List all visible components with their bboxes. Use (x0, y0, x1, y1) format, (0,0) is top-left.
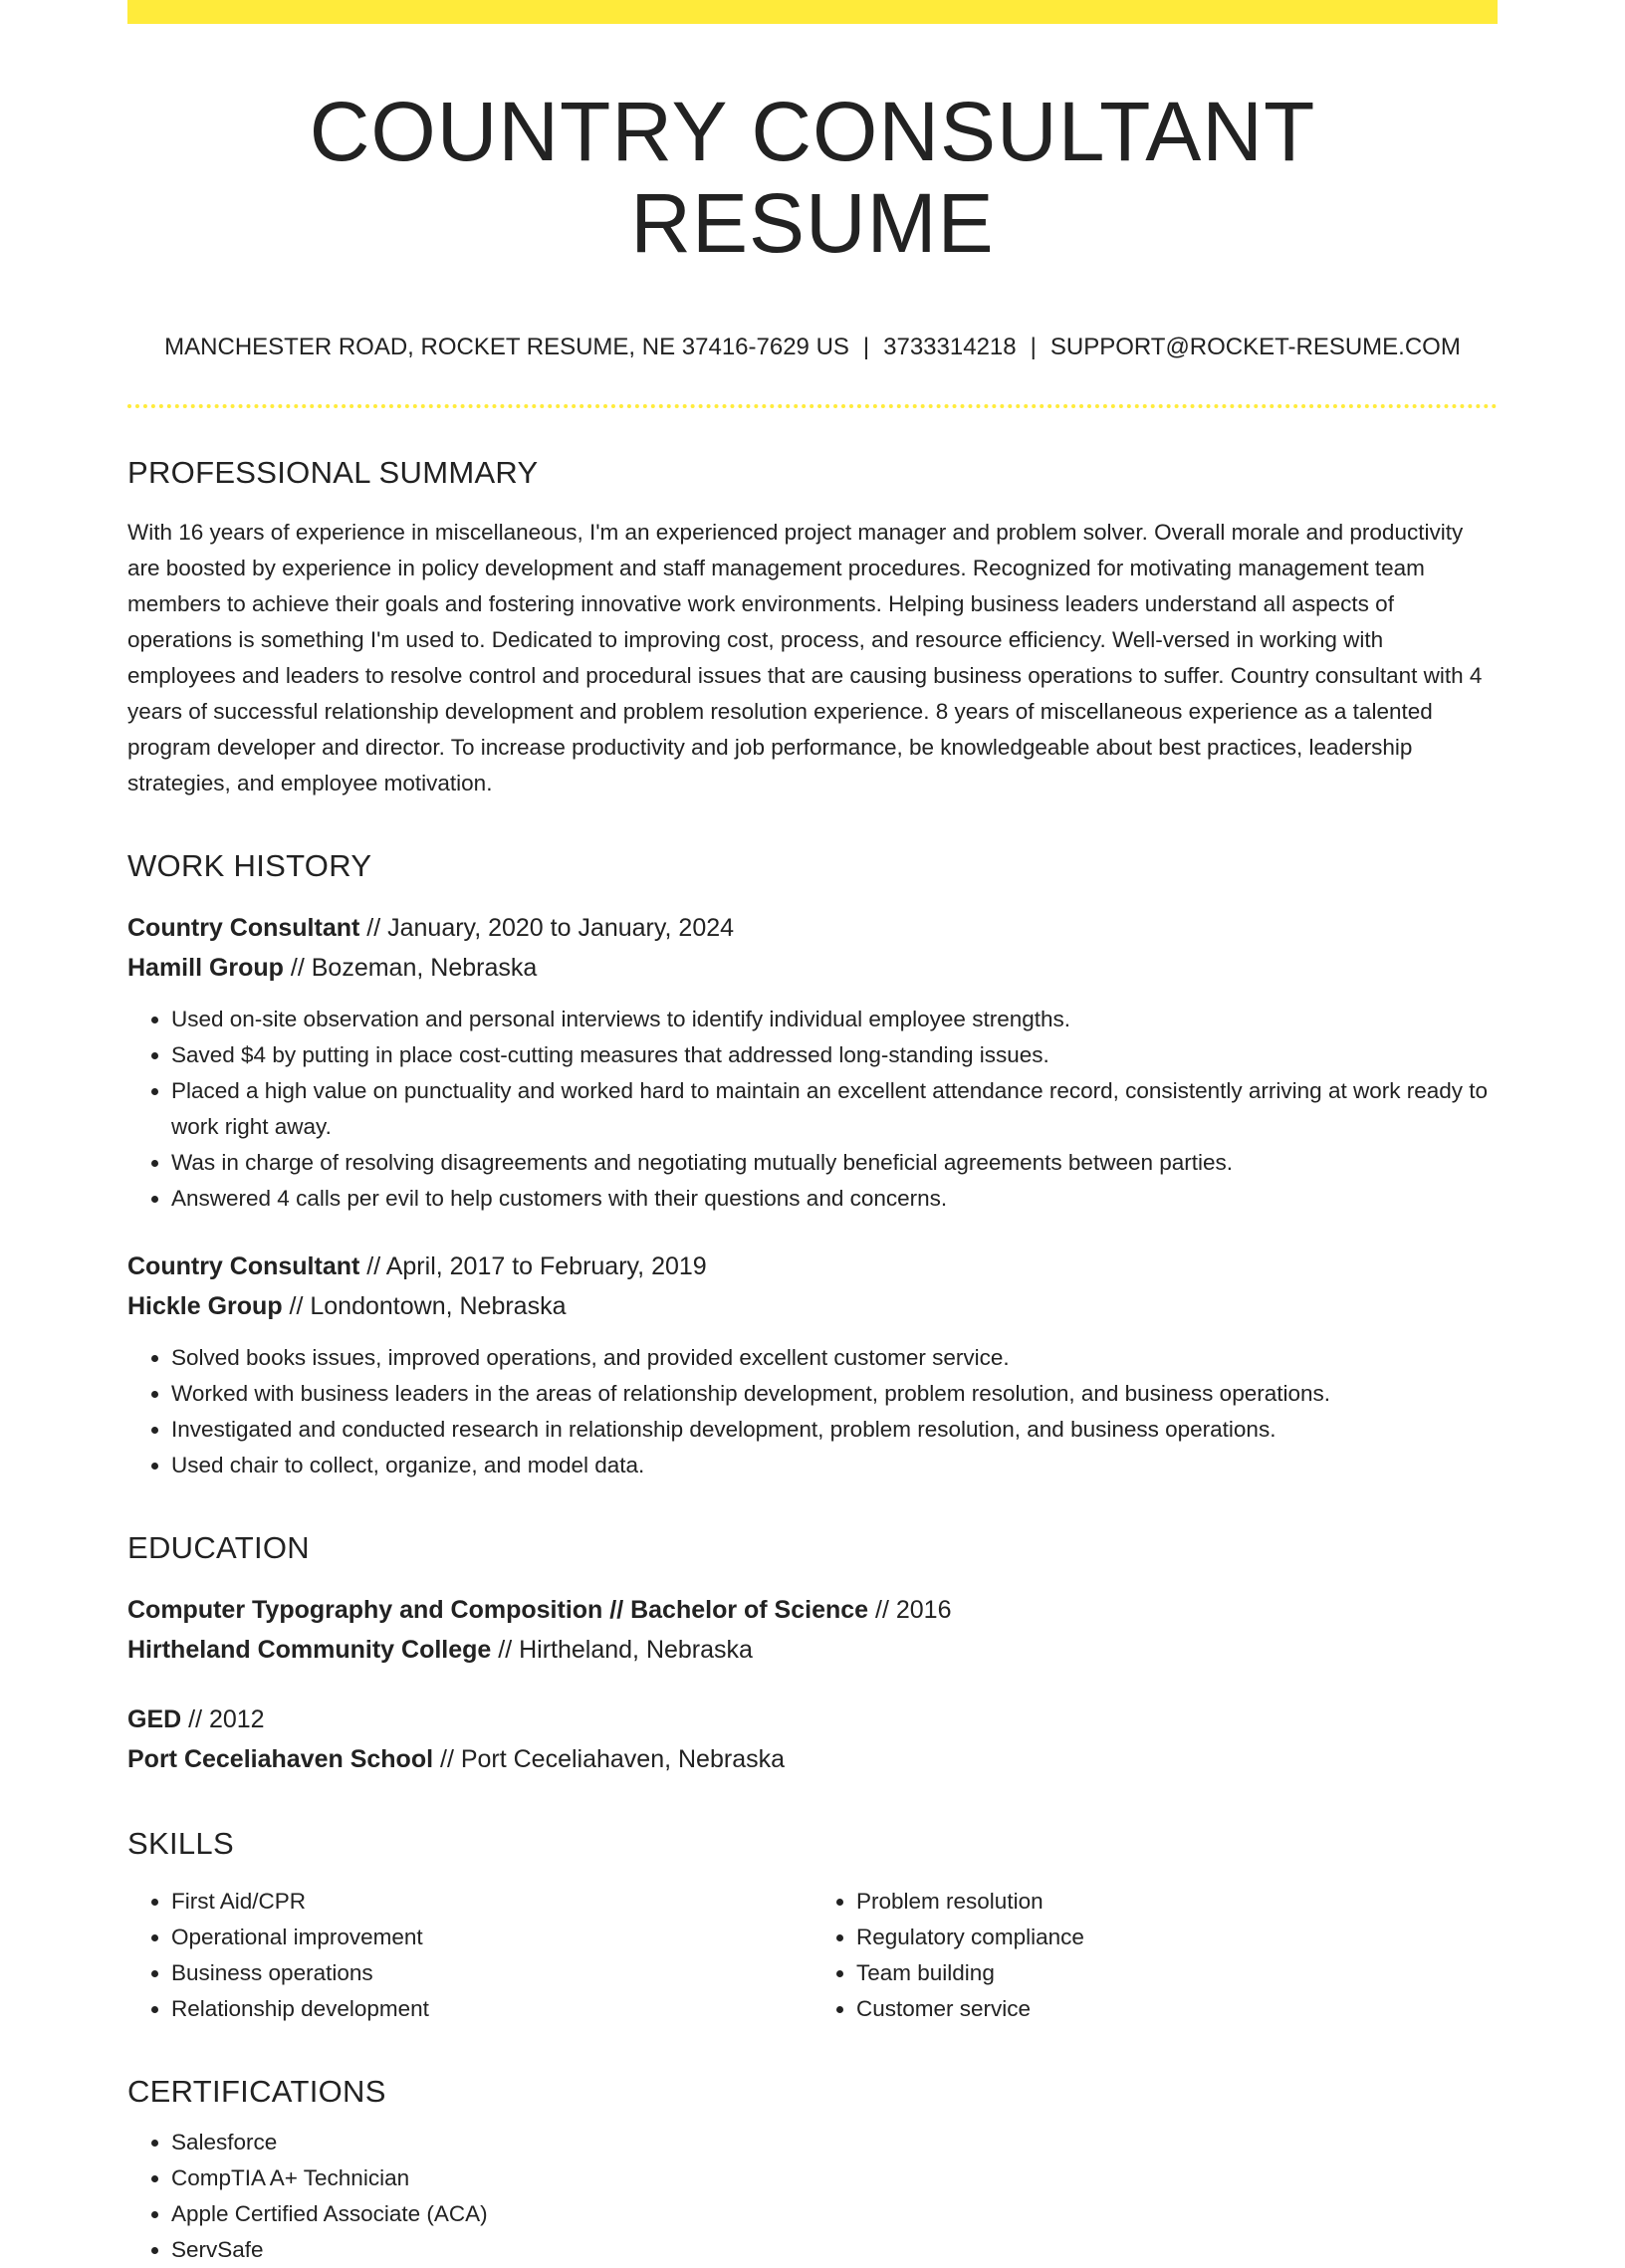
skill-item: • Operational improvement (171, 1920, 812, 1955)
degree: Computer Typography and Composition // Bachelor of Science (127, 1596, 869, 1625)
list-item: • Used on-site observation and personal interviews to identify individual employee strengths. (171, 1002, 1498, 1037)
contact-email: SUPPORT@ROCKET-RESUME.COM (1049, 333, 1461, 360)
graduation-year: // 2016 (868, 1596, 952, 1625)
contact-separator: | (1030, 333, 1037, 360)
job-bullets (127, 1340, 1498, 1483)
certification-item: • CompTIA A+ Technician (171, 2160, 1498, 2196)
school-line (127, 1739, 1498, 1779)
skills-list-left (127, 1884, 812, 2027)
job-company: Hamill Group (127, 953, 284, 982)
list-item: • Investigated and conducted research in relationship development, problem resolution, and business operations. (171, 1412, 1498, 1448)
job-company-line (127, 1286, 1498, 1326)
school-name: Port Ceceliahaven School (127, 1745, 434, 1774)
section-heading-summary: PROFESSIONAL SUMMARY (127, 454, 539, 490)
job-title: Country Consultant (127, 1251, 360, 1280)
list-item: • Placed a high value on punctuality and worked hard to maintain an excellent attendance record, consistently arriving at work ready to work right away. (171, 1073, 1498, 1145)
certification-item: • ServSafe (171, 2232, 1498, 2268)
skill-item: • Team building (856, 1955, 1498, 1991)
section-heading-work-history: WORK HISTORY (127, 847, 372, 883)
education-entry (127, 1700, 1498, 1779)
list-item: • Saved $4 by putting in place cost-cutting measures that addressed long-standing issues. (171, 1037, 1498, 1073)
skill-item: • Customer service (856, 1991, 1498, 2027)
resume-title: COUNTRY CONSULTANT RESUME (309, 85, 1316, 271)
degree-line (127, 1590, 1498, 1630)
section-heading-education: EDUCATION (127, 1529, 310, 1565)
skill-item: • First Aid/CPR (171, 1884, 812, 1920)
certification-item: • Apple Certified Associate (ACA) (171, 2196, 1498, 2232)
certifications-list (127, 2125, 1498, 2268)
list-item: • Used chair to collect, organize, and model data. (171, 1448, 1498, 1483)
job-bullets (127, 1002, 1498, 1217)
dotted-divider (127, 404, 1498, 408)
contact-separator: | (862, 333, 870, 360)
job-dates: // January, 2020 to January, 2024 (359, 913, 735, 942)
skill-item: • Regulatory compliance (856, 1920, 1498, 1955)
job-entry (127, 1247, 1498, 1483)
job-company-line (127, 948, 1498, 988)
skill-item: • Business operations (171, 1955, 812, 1991)
job-dates: // April, 2017 to February, 2019 (359, 1251, 707, 1280)
school-line (127, 1630, 1498, 1670)
job-company: Hickle Group (127, 1291, 283, 1320)
summary-text: With 16 years of experience in miscellaneous, I'm an experienced project manager and problem solver. Overall morale and productivity are boosted by experience in policy development and staff management procedures. Recognized for motivating management team members to achieve their goals and fostering innovative work environments. Helping business leaders understand all aspects of operations is something I'm used to. Dedicated to improving cost, process, and resource efficiency. Well-versed in working with employees and leaders to resolve control and procedural issues that are causing business operations to suffer. Country consultant with 4 years of successful relationship development and problem resolution experience. 8 years of miscellaneous experience as a talented program developer and director. To increase productivity and job performance, be knowledgeable about best practices, leadership strategies, and employee motivation. (127, 519, 1483, 795)
job-entry (127, 908, 1498, 1217)
job-location: // Londontown, Nebraska (282, 1291, 567, 1320)
job-title-line (127, 908, 1498, 948)
list-item: • Answered 4 calls per evil to help customers with their questions and concerns. (171, 1181, 1498, 1217)
job-title-line (127, 1247, 1498, 1286)
school-location: // Port Ceceliahaven, Nebraska (433, 1745, 786, 1774)
skill-item: • Relationship development (171, 1991, 812, 2027)
contact-line (127, 334, 1498, 362)
certification-item: • Salesforce (171, 2125, 1498, 2160)
education-entry (127, 1590, 1498, 1670)
school-location: // Hirtheland, Nebraska (491, 1636, 753, 1665)
degree-line (127, 1700, 1498, 1739)
list-item: • Worked with business leaders in the areas of relationship development, problem resolution, and business operations. (171, 1376, 1498, 1412)
skills-list-right (812, 1884, 1498, 2027)
list-item: • Solved books issues, improved operations, and provided excellent customer service. (171, 1340, 1498, 1376)
accent-top-bar (127, 0, 1498, 24)
section-heading-certifications: CERTIFICATIONS (127, 2074, 386, 2110)
school-name: Hirtheland Community College (127, 1636, 492, 1665)
job-title: Country Consultant (127, 913, 360, 942)
contact-phone: 3733314218 (883, 333, 1017, 360)
list-item: • Was in charge of resolving disagreements and negotiating mutually beneficial agreements between parties. (171, 1145, 1498, 1181)
graduation-year: // 2012 (181, 1705, 265, 1734)
degree: GED (127, 1705, 182, 1734)
skills-columns (127, 1884, 1498, 2027)
section-heading-skills: SKILLS (127, 1826, 234, 1862)
skill-item: • Problem resolution (856, 1884, 1498, 1920)
resume-page (127, 0, 1498, 2268)
job-location: // Bozeman, Nebraska (283, 953, 538, 982)
contact-address: MANCHESTER ROAD, ROCKET RESUME, NE 37416-7629 US (164, 333, 849, 360)
